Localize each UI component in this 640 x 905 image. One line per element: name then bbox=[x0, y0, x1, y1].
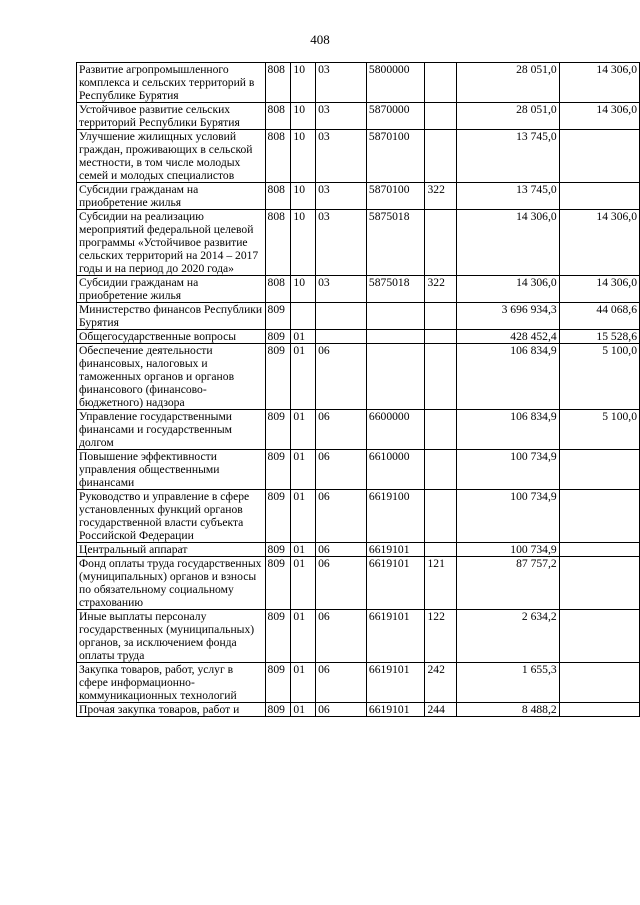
subsection-code-cell: 06 bbox=[316, 557, 367, 610]
subsection-code-cell: 03 bbox=[316, 130, 367, 183]
table-row bbox=[77, 330, 640, 344]
ministry-code-cell: 808 bbox=[265, 103, 291, 130]
federal-amount-cell bbox=[559, 130, 639, 183]
expense-type-cell bbox=[425, 103, 457, 130]
ministry-code-cell: 809 bbox=[265, 490, 291, 543]
table-row bbox=[77, 450, 640, 490]
ministry-code-cell: 809 bbox=[265, 663, 291, 703]
target-article-cell: 6619101 bbox=[366, 703, 425, 717]
section-code-cell: 10 bbox=[291, 183, 316, 210]
target-article-cell: 5870100 bbox=[366, 183, 425, 210]
section-code-cell: 10 bbox=[291, 63, 316, 103]
row-name-cell: Прочая закупка товаров, работ и bbox=[77, 703, 266, 717]
amount-cell: 8 488,2 bbox=[457, 703, 560, 717]
amount-cell: 3 696 934,3 bbox=[457, 303, 560, 330]
amount-cell: 87 757,2 bbox=[457, 557, 560, 610]
row-name-cell: Закупка товаров, работ, услуг в сфере информационно-коммуникационных технологий bbox=[77, 663, 266, 703]
federal-amount-cell bbox=[559, 183, 639, 210]
target-article-cell: 5800000 bbox=[366, 63, 425, 103]
target-article-cell: 6619101 bbox=[366, 543, 425, 557]
row-name-cell: Центральный аппарат bbox=[77, 543, 266, 557]
expense-type-cell: 121 bbox=[425, 557, 457, 610]
amount-cell: 14 306,0 bbox=[457, 210, 560, 276]
subsection-code-cell: 06 bbox=[316, 410, 367, 450]
subsection-code-cell: 06 bbox=[316, 450, 367, 490]
row-name-cell: Развитие агропромышленного комплекса и сельских территорий в Республике Бурятия bbox=[77, 63, 266, 103]
subsection-code-cell: 06 bbox=[316, 490, 367, 543]
table-row bbox=[77, 490, 640, 543]
ministry-code-cell: 809 bbox=[265, 610, 291, 663]
row-name-cell: Общегосударственные вопросы bbox=[77, 330, 266, 344]
table-row bbox=[77, 276, 640, 303]
row-name-cell: Руководство и управление в сфере установленных функций органов государственной власти субъекта Российской Федерации bbox=[77, 490, 266, 543]
federal-amount-cell: 14 306,0 bbox=[559, 276, 639, 303]
subsection-code-cell: 06 bbox=[316, 344, 367, 410]
target-article-cell: 5870100 bbox=[366, 130, 425, 183]
ministry-code-cell: 809 bbox=[265, 303, 291, 330]
row-name-cell: Иные выплаты персоналу государственных (муниципальных) органов, за исключением фонда оплаты труда bbox=[77, 610, 266, 663]
expense-type-cell: 322 bbox=[425, 183, 457, 210]
table-row bbox=[77, 663, 640, 703]
table-row bbox=[77, 103, 640, 130]
row-name-cell: Фонд оплаты труда государственных (муниципальных) органов и взносы по обязательному социальному страхованию bbox=[77, 557, 266, 610]
target-article-cell: 6610000 bbox=[366, 450, 425, 490]
amount-cell: 100 734,9 bbox=[457, 543, 560, 557]
target-article-cell: 6600000 bbox=[366, 410, 425, 450]
federal-amount-cell: 14 306,0 bbox=[559, 103, 639, 130]
row-name-cell: Обеспечение деятельности финансовых, налоговых и таможенных органов и органов финансового (финансово-бюджетного) надзора bbox=[77, 344, 266, 410]
page-number: 408 bbox=[310, 32, 330, 47]
expense-type-cell: 242 bbox=[425, 663, 457, 703]
federal-amount-cell: 14 306,0 bbox=[559, 63, 639, 103]
row-name-cell: Субсидии гражданам на приобретение жилья bbox=[77, 276, 266, 303]
row-name-cell: Повышение эффективности управления общественными финансами bbox=[77, 450, 266, 490]
federal-amount-cell bbox=[559, 663, 639, 703]
table-row bbox=[77, 344, 640, 410]
section-code-cell: 01 bbox=[291, 450, 316, 490]
section-code-cell: 01 bbox=[291, 410, 316, 450]
target-article-cell: 5870000 bbox=[366, 103, 425, 130]
table-row bbox=[77, 703, 640, 717]
federal-amount-cell bbox=[559, 557, 639, 610]
table-row bbox=[77, 410, 640, 450]
amount-cell: 1 655,3 bbox=[457, 663, 560, 703]
section-code-cell: 01 bbox=[291, 557, 316, 610]
ministry-code-cell: 808 bbox=[265, 63, 291, 103]
subsection-code-cell: 03 bbox=[316, 63, 367, 103]
federal-amount-cell bbox=[559, 450, 639, 490]
amount-cell: 13 745,0 bbox=[457, 183, 560, 210]
table-row bbox=[77, 63, 640, 103]
federal-amount-cell bbox=[559, 543, 639, 557]
expense-type-cell bbox=[425, 344, 457, 410]
section-code-cell: 01 bbox=[291, 610, 316, 663]
ministry-code-cell: 809 bbox=[265, 330, 291, 344]
section-code-cell: 01 bbox=[291, 663, 316, 703]
ministry-code-cell: 809 bbox=[265, 410, 291, 450]
section-code-cell: 10 bbox=[291, 103, 316, 130]
subsection-code-cell: 06 bbox=[316, 543, 367, 557]
expense-type-cell: 244 bbox=[425, 703, 457, 717]
ministry-code-cell: 809 bbox=[265, 344, 291, 410]
expense-type-cell: 122 bbox=[425, 610, 457, 663]
expense-type-cell bbox=[425, 450, 457, 490]
amount-cell: 428 452,4 bbox=[457, 330, 560, 344]
target-article-cell bbox=[366, 344, 425, 410]
subsection-code-cell bbox=[316, 330, 367, 344]
amount-cell: 106 834,9 bbox=[457, 410, 560, 450]
budget-table-body bbox=[77, 63, 640, 717]
federal-amount-cell: 15 528,6 bbox=[559, 330, 639, 344]
federal-amount-cell bbox=[559, 703, 639, 717]
expense-type-cell bbox=[425, 210, 457, 276]
expense-type-cell bbox=[425, 410, 457, 450]
table-row bbox=[77, 210, 640, 276]
subsection-code-cell: 03 bbox=[316, 183, 367, 210]
ministry-code-cell: 809 bbox=[265, 450, 291, 490]
ministry-code-cell: 808 bbox=[265, 210, 291, 276]
table-row bbox=[77, 183, 640, 210]
section-code-cell: 10 bbox=[291, 276, 316, 303]
section-code-cell: 01 bbox=[291, 344, 316, 410]
target-article-cell: 6619100 bbox=[366, 490, 425, 543]
amount-cell: 13 745,0 bbox=[457, 130, 560, 183]
row-name-cell: Министерство финансов Республики Бурятия bbox=[77, 303, 266, 330]
federal-amount-cell: 5 100,0 bbox=[559, 344, 639, 410]
table-row bbox=[77, 610, 640, 663]
expense-type-cell bbox=[425, 330, 457, 344]
subsection-code-cell: 06 bbox=[316, 610, 367, 663]
ministry-code-cell: 809 bbox=[265, 543, 291, 557]
amount-cell: 28 051,0 bbox=[457, 103, 560, 130]
row-name-cell: Субсидии на реализацию мероприятий федеральной целевой программы «Устойчивое развитие сельских территорий на 2014 – 2017 годы и на период до 2020 года» bbox=[77, 210, 266, 276]
ministry-code-cell: 809 bbox=[265, 557, 291, 610]
target-article-cell: 6619101 bbox=[366, 663, 425, 703]
federal-amount-cell: 44 068,6 bbox=[559, 303, 639, 330]
row-name-cell: Устойчивое развитие сельских территорий Республики Бурятия bbox=[77, 103, 266, 130]
section-code-cell: 10 bbox=[291, 210, 316, 276]
subsection-code-cell: 03 bbox=[316, 103, 367, 130]
section-code-cell bbox=[291, 303, 316, 330]
ministry-code-cell: 809 bbox=[265, 703, 291, 717]
amount-cell: 28 051,0 bbox=[457, 63, 560, 103]
amount-cell: 106 834,9 bbox=[457, 344, 560, 410]
target-article-cell: 6619101 bbox=[366, 557, 425, 610]
amount-cell: 100 734,9 bbox=[457, 450, 560, 490]
expense-type-cell bbox=[425, 130, 457, 183]
amount-cell: 100 734,9 bbox=[457, 490, 560, 543]
row-name-cell: Управление государственными финансами и государственным долгом bbox=[77, 410, 266, 450]
section-code-cell: 10 bbox=[291, 130, 316, 183]
subsection-code-cell: 06 bbox=[316, 703, 367, 717]
target-article-cell: 5875018 bbox=[366, 210, 425, 276]
expense-type-cell bbox=[425, 543, 457, 557]
table-row bbox=[77, 557, 640, 610]
expense-type-cell bbox=[425, 490, 457, 543]
federal-amount-cell bbox=[559, 610, 639, 663]
federal-amount-cell: 14 306,0 bbox=[559, 210, 639, 276]
table-row bbox=[77, 303, 640, 330]
target-article-cell: 6619101 bbox=[366, 610, 425, 663]
ministry-code-cell: 808 bbox=[265, 276, 291, 303]
subsection-code-cell: 03 bbox=[316, 276, 367, 303]
section-code-cell: 01 bbox=[291, 330, 316, 344]
subsection-code-cell: 03 bbox=[316, 210, 367, 276]
federal-amount-cell bbox=[559, 490, 639, 543]
subsection-code-cell bbox=[316, 303, 367, 330]
ministry-code-cell: 808 bbox=[265, 183, 291, 210]
section-code-cell: 01 bbox=[291, 543, 316, 557]
federal-amount-cell: 5 100,0 bbox=[559, 410, 639, 450]
expense-type-cell bbox=[425, 303, 457, 330]
expense-type-cell: 322 bbox=[425, 276, 457, 303]
target-article-cell: 5875018 bbox=[366, 276, 425, 303]
target-article-cell bbox=[366, 303, 425, 330]
ministry-code-cell: 808 bbox=[265, 130, 291, 183]
amount-cell: 2 634,2 bbox=[457, 610, 560, 663]
table-row bbox=[77, 543, 640, 557]
row-name-cell: Субсидии гражданам на приобретение жилья bbox=[77, 183, 266, 210]
row-name-cell: Улучшение жилищных условий граждан, проживающих в сельской местности, в том числе молодых семей и молодых специалистов bbox=[77, 130, 266, 183]
section-code-cell: 01 bbox=[291, 490, 316, 543]
subsection-code-cell: 06 bbox=[316, 663, 367, 703]
expense-type-cell bbox=[425, 63, 457, 103]
budget-table bbox=[76, 62, 640, 717]
section-code-cell: 01 bbox=[291, 703, 316, 717]
table-row bbox=[77, 130, 640, 183]
target-article-cell bbox=[366, 330, 425, 344]
amount-cell: 14 306,0 bbox=[457, 276, 560, 303]
